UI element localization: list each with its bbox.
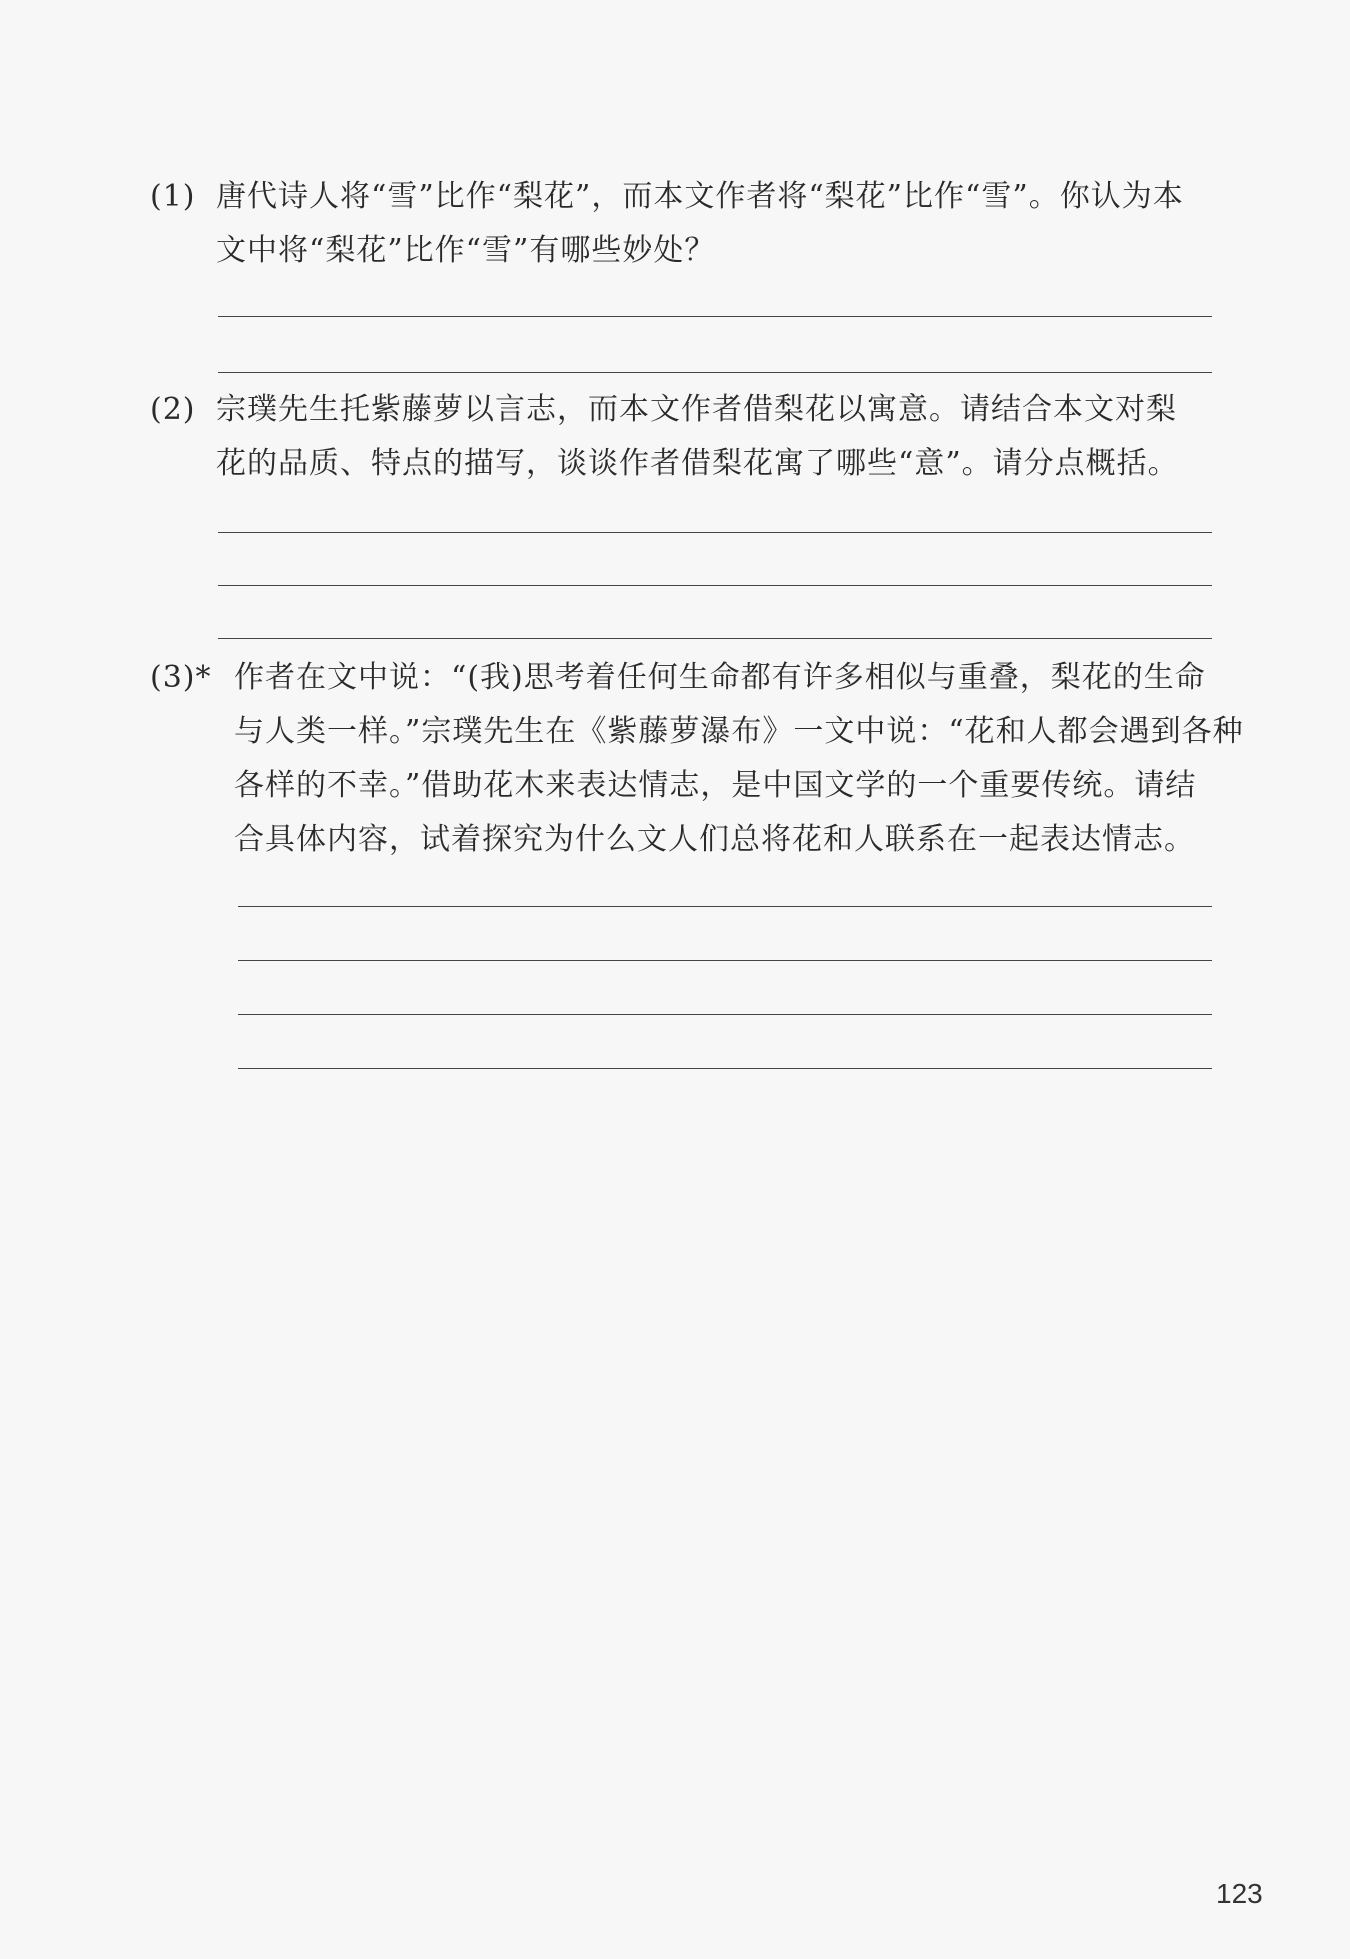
answer-line[interactable] (218, 532, 1212, 533)
answer-line[interactable] (238, 1014, 1212, 1015)
question-1 (150, 170, 1220, 278)
question-1-line-1: 唐代诗人将“雪”比作“梨花”，而本文作者将“梨花”比作“雪”。你认为本 (216, 179, 1184, 214)
question-2-line-1: 宗璞先生托紫藤萝以言志，而本文作者借梨花以寓意。请结合本文对梨 (216, 392, 1177, 427)
question-3-number: (3)* (150, 660, 212, 695)
question-3-line-1: 作者在文中说：“(我)思考着任何生命都有许多相似与重叠，梨花的生命 (234, 660, 1206, 695)
question-3-line-4: 合具体内容，试着探究为什么文人们总将花和人联系在一起表达情志。 (234, 822, 1195, 857)
answer-line[interactable] (238, 906, 1212, 907)
question-3-line-2: 与人类一样。”宗璞先生在《紫藤萝瀑布》一文中说：“花和人都会遇到各种 (234, 714, 1244, 749)
answer-line[interactable] (238, 960, 1212, 961)
answer-line[interactable] (238, 1068, 1212, 1069)
question-2 (150, 383, 1220, 491)
question-1-line-2: 文中将“梨花”比作“雪”有哪些妙处？ (216, 233, 716, 268)
question-1-number: (1) (150, 179, 196, 214)
question-3-line-3: 各样的不幸。”借助花木来表达情志，是中国文学的一个重要传统。请结 (234, 768, 1197, 803)
question-3 (150, 651, 1244, 867)
answer-line[interactable] (218, 638, 1212, 639)
question-2-number: (2) (150, 392, 196, 427)
page-number: 123 (1216, 1878, 1263, 1909)
answer-line[interactable] (218, 372, 1212, 373)
question-2-line-2: 花的品质、特点的描写，谈谈作者借梨花寓了哪些“意”。请分点概括。 (216, 446, 1179, 481)
answer-line[interactable] (218, 585, 1212, 586)
answer-line[interactable] (218, 316, 1212, 317)
